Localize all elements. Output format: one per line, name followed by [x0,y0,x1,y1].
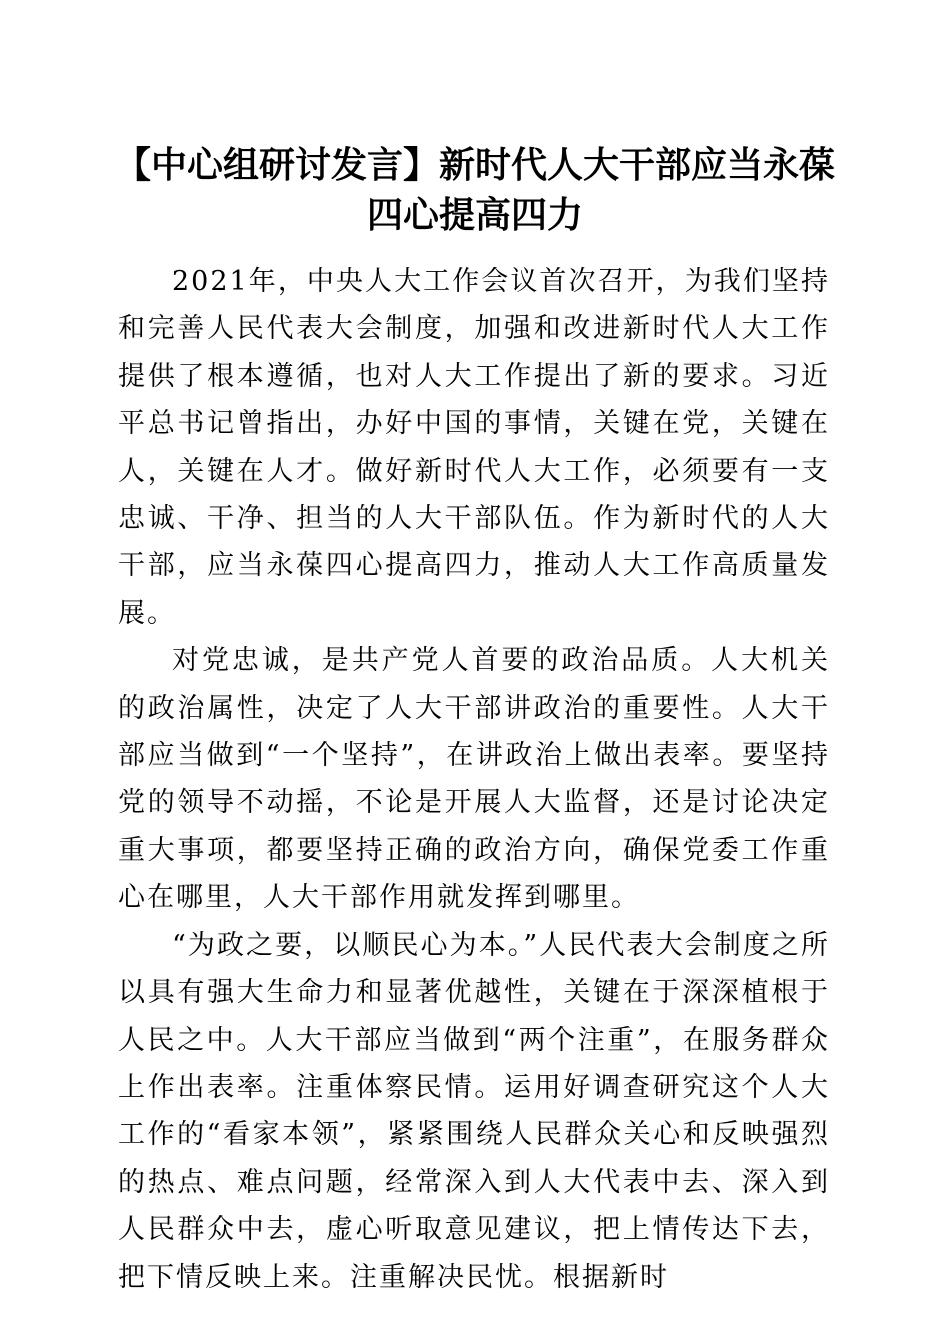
title-line-1: 【中心组研讨发言】新时代人大干部应当永葆 [114,144,835,186]
document-body [118,258,830,1301]
document-title [110,140,840,240]
paragraph-1: 2021年，中央人大工作会议首次召开，为我们坚持和完善人民代表大会制度，加强和改进新时代人大工作提供了根本遵循，也对人大工作提出了新的要求。习近平总书记曾指出，办好中国的事情，关键在党，关键在人，关键在人才。做好新时代人大工作，必须要有一支忠诚、干净、担当的人大干部队伍。作为新时代的人大干部，应当永葆四心提高四力，推动人大工作高质量发展。 [118,266,830,629]
title-line-2: 四心提高四力 [366,194,583,236]
paragraph-3: “为政之要，以顺民心为本。”人民代表大会制度之所以具有强大生命力和显著优越性，关键在于深深植根于人民之中。人大干部应当做到“两个注重”，在服务群众上作出表率。注重体察民情。运用好调查研究这个人大工作的“看家本领”，紧紧围绕人民群众关心和反映强烈的热点、难点问题，经常深入到人大代表中去、深入到人民群众中去，虚心听取意见建议，把上情传达下去，把下情反映上来。注重解决民忧。根据新时 [118,929,830,1293]
paragraph-2: 对党忠诚，是共产党人首要的政治品质。人大机关的政治属性，决定了人大干部讲政治的重要性。人大干部应当做到“一个坚持”，在讲政治上做出表率。要坚持党的领导不动摇，不论是开展人大监督，还是讨论决定重大事项，都要坚持正确的政治方向，确保党委工作重心在哪里，人大干部作用就发挥到哪里。 [118,645,830,914]
